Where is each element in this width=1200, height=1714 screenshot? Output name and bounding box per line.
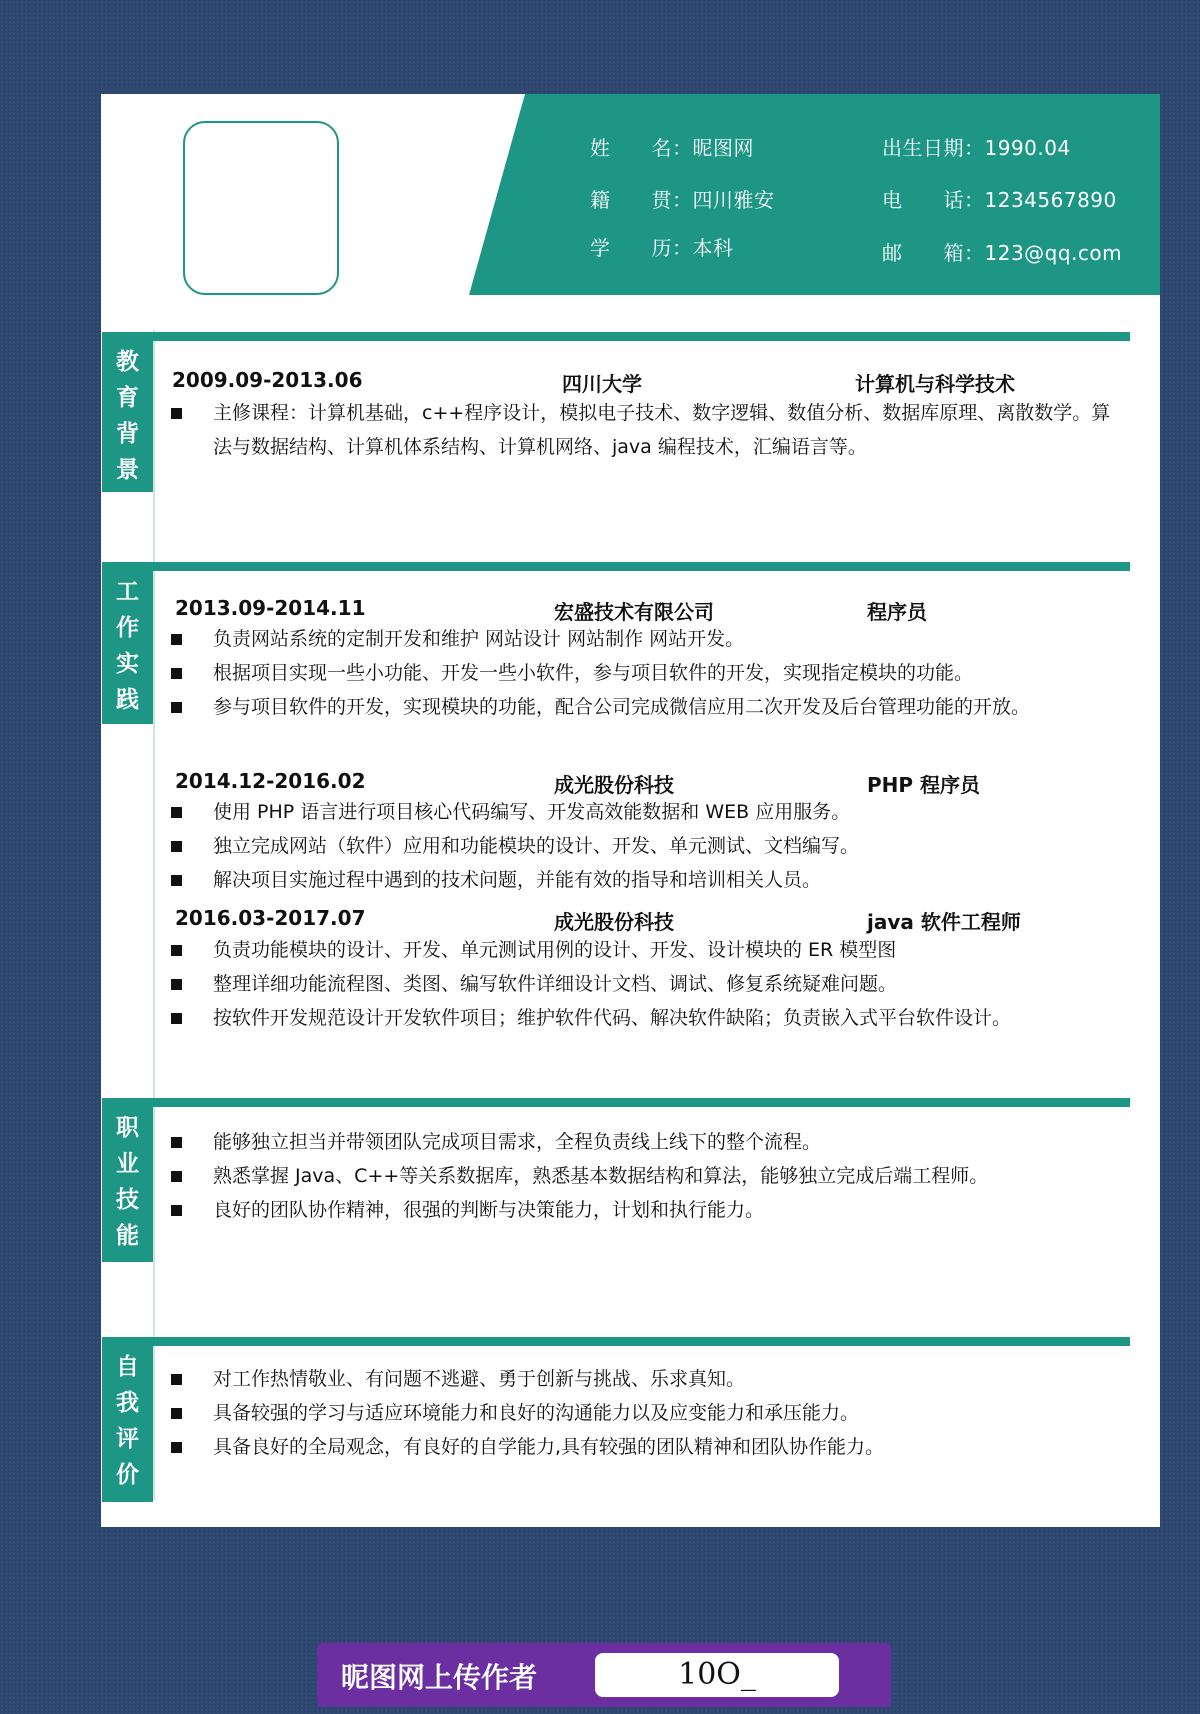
section-bar <box>153 1098 1130 1107</box>
list-item: 具备较强的学习与适应环境能力和良好的沟通能力以及应变能力和承压能力。 <box>171 1396 1121 1430</box>
bullet-square-icon <box>171 945 182 956</box>
bullet-square-icon <box>171 1442 182 1453</box>
bullet-square-icon <box>171 408 182 419</box>
list-item: 具备良好的全局观念，有良好的自学能力,具有较强的团队精神和团队协作能力。 <box>171 1430 1121 1464</box>
bullet-square-icon <box>171 1171 182 1182</box>
bullet-square-icon <box>171 1137 182 1148</box>
education-level-field <box>590 232 734 261</box>
section-bar <box>153 1337 1130 1346</box>
education-major: 计算机与科学技术 <box>855 372 1015 396</box>
list-item: 良好的团队协作精神，很强的判断与决策能力，计划和执行能力。 <box>171 1193 1121 1227</box>
name-value: 昵图网 <box>692 136 754 160</box>
phone-field <box>882 184 1117 213</box>
job-company: 成光股份科技 <box>554 773 674 797</box>
bullet-square-icon <box>171 979 182 990</box>
job-role: 程序员 <box>867 600 927 624</box>
education-school: 四川大学 <box>562 372 642 396</box>
list-item: 使用 PHP 语言进行项目核心代码编写、开发高效能数据和 WEB 应用服务。 <box>171 795 1121 829</box>
phone-value: 1234567890 <box>984 188 1117 212</box>
list-item: 负责功能模块的设计、开发、单元测试用例的设计、开发、设计模块的 ER 模型图 <box>171 933 1121 967</box>
job-role: java 软件工程师 <box>867 910 1021 934</box>
work-tab: 工 作 实 践 <box>102 562 153 724</box>
uploader-banner <box>317 1643 891 1707</box>
job-company: 成光股份科技 <box>554 910 674 934</box>
name-field <box>590 132 754 161</box>
education-level-value: 本科 <box>692 236 734 260</box>
name-label: 姓 名： <box>590 136 693 160</box>
bullet-square-icon <box>171 702 182 713</box>
job-company: 宏盛技术有限公司 <box>554 600 714 624</box>
list-item: 熟悉掌握 Java、C++等关系数据库，熟悉基本数据结构和算法，能够独立完成后端工程师。 <box>171 1159 1121 1193</box>
origin-field <box>590 184 775 213</box>
bullet-square-icon <box>171 1374 182 1385</box>
birth-value: 1990.04 <box>984 136 1071 160</box>
bullet-square-icon <box>171 875 182 886</box>
list-item: 参与项目软件的开发，实现模块的功能，配合公司完成微信应用二次开发及后台管理功能的开放。 <box>171 690 1121 724</box>
list-item: 对工作热情敬业、有问题不逃避、勇于创新与挑战、乐求真知。 <box>171 1362 1121 1396</box>
list-item: 独立完成网站（软件）应用和功能模块的设计、开发、单元测试、文档编写。 <box>171 829 1121 863</box>
photo-frame <box>183 121 339 295</box>
birth-label: 出生日期： <box>882 136 985 160</box>
section-bar <box>153 562 1130 571</box>
phone-label: 电 话： <box>882 188 985 212</box>
list-item: 根据项目实现一些小功能、开发一些小软件，参与项目软件的开发，实现指定模块的功能。 <box>171 656 1121 690</box>
education-period: 2009.09-2013.06 <box>172 368 363 392</box>
job-period: 2013.09-2014.11 <box>175 596 366 620</box>
list-item: 能够独立担当并带领团队完成项目需求，全程负责线上线下的整个流程。 <box>171 1125 1121 1159</box>
list-item: 整理详细功能流程图、类图、编写软件详细设计文档、调试、修复系统疑难问题。 <box>171 967 1121 1001</box>
bullet-square-icon <box>171 807 182 818</box>
list-item: 按软件开发规范设计开发软件项目；维护软件代码、解决软件缺陷；负责嵌入式平台软件设计。 <box>171 1001 1121 1035</box>
education-level-label: 学 历： <box>590 236 693 260</box>
email-field <box>882 237 1122 266</box>
gutter-line <box>153 330 155 1500</box>
origin-value: 四川雅安 <box>692 188 775 212</box>
bullet-square-icon <box>171 841 182 852</box>
skills-tab: 职 业 技 能 <box>102 1098 153 1262</box>
list-item: 解决项目实施过程中遇到的技术问题，并能有效的指导和培训相关人员。 <box>171 863 1121 897</box>
resume-page <box>101 94 1160 1527</box>
bullet-square-icon <box>171 634 182 645</box>
job-role: PHP 程序员 <box>867 773 981 797</box>
bullet-square-icon <box>171 668 182 679</box>
self-evaluation-tab: 自 我 评 价 <box>102 1337 153 1502</box>
email-value: 123@qq.com <box>984 241 1123 265</box>
birth-field <box>882 132 1071 161</box>
section-bar <box>153 332 1130 341</box>
uploader-id: 10O_ <box>595 1653 839 1697</box>
bullet-square-icon <box>171 1408 182 1419</box>
job-period: 2014.12-2016.02 <box>175 769 366 793</box>
bullet-square-icon <box>171 1205 182 1216</box>
list-item: 负责网站系统的定制开发和维护 网站设计 网站制作 网站开发。 <box>171 622 1121 656</box>
list-item: 主修课程：计算机基础，c++程序设计，模拟电子技术、数字逻辑、数值分析、数据库原理、离散数学。算法与数据结构、计算机体系结构、计算机网络、java 编程技术，汇编语言等。 <box>171 396 1121 464</box>
uploader-label: 昵图网上传作者 <box>341 1661 538 1694</box>
job-period: 2016.03-2017.07 <box>175 906 366 930</box>
email-label: 邮 箱： <box>882 241 985 265</box>
origin-label: 籍 贯： <box>590 188 693 212</box>
education-tab: 教 育 背 景 <box>102 332 153 492</box>
bullet-square-icon <box>171 1013 182 1024</box>
